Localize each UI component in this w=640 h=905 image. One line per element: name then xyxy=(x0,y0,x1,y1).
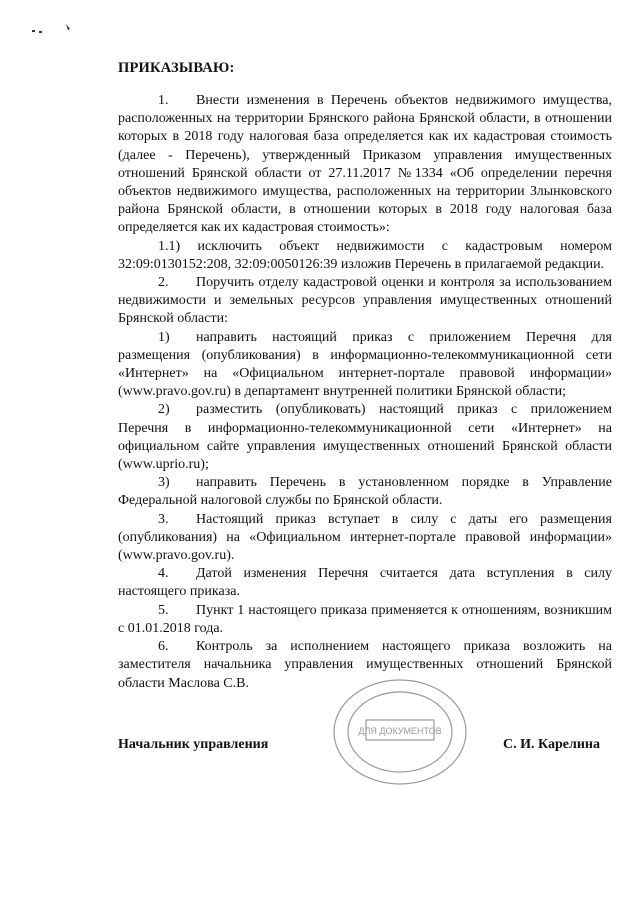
item-number: 3. xyxy=(158,511,169,527)
scan-specks xyxy=(30,22,80,42)
order-subitem-2 xyxy=(118,401,612,474)
order-item-2 xyxy=(118,274,612,329)
order-item-1-1 xyxy=(118,238,612,274)
item-text: направить Перечень в установленном порядке в Управление Федеральной налоговой службы по Брянской области. xyxy=(118,475,612,509)
order-subitem-1 xyxy=(118,329,612,402)
item-number: 2) xyxy=(158,402,170,418)
item-text: Контроль за исполнением настоящего приказа возложить на заместителя начальника управления имущественных отношений Брянской области Маслова С.В. xyxy=(118,639,612,691)
signature-block xyxy=(118,737,600,753)
item-number: 4. xyxy=(158,566,169,582)
order-item-3 xyxy=(118,511,612,566)
item-text: Поручить отделу кадастровой оценки и контроля за использованием недвижимости и земельных ресурсов управления имущественных отношений Брянской области: xyxy=(118,275,612,327)
item-text: Внести изменения в Перечень объектов недвижимого имущества, расположенных на территории Брянского района Брянской области, в отношении которых в 2018 году налоговая база определяется как их кадастровая стоимость (далее - Перечень), утвержденный Приказом управления имущественных отношений Брянской области от 27.11.2017 №1334 «Об определении перечня объектов недвижимого имущества, расположенных на территории Злынковского района Брянской области, в отношении которых в 2018 году налоговая база определяется как их кадастровая стоимость»: xyxy=(118,93,612,236)
item-text: Пункт 1 настоящего приказа применяется к отношениям, возникшим с 01.01.2018 года. xyxy=(118,602,612,636)
item-number: 6. xyxy=(158,639,169,655)
signatory-name: С. И. Карелина xyxy=(503,737,600,752)
item-text: Настоящий приказ вступает в силу с даты его размещения (опубликования) на «Официальном интернет-портале правовой информации» (www.pravo.gov.ru). xyxy=(118,511,612,564)
item-text: 1.1) исключить объект недвижимости с кадастровым номером 32:09:0130152:208, 32:09:0050126:39 изложив Перечень в прилагаемой редакции. xyxy=(118,238,612,272)
order-item-4 xyxy=(118,565,612,601)
order-body xyxy=(118,92,612,693)
item-number: 2. xyxy=(158,275,169,291)
order-heading: ПРИКАЗЫВАЮ: xyxy=(118,60,235,76)
order-item-5 xyxy=(118,602,612,638)
item-number: 1) xyxy=(158,329,170,345)
item-text: разместить (опубликовать) настоящий приказ с приложением Перечня в информационно-телекоммуникационной сети «Интернет» на официальном сайте управления имущественных отношений Брянской области (www.uprio.ru); xyxy=(118,402,612,473)
item-number: 5. xyxy=(158,602,169,618)
official-stamp xyxy=(330,676,470,788)
signatory-position: Начальник управления xyxy=(118,737,269,752)
item-text: Датой изменения Перечня считается дата вступления в силу настоящего приказа. xyxy=(118,566,612,600)
order-item-1 xyxy=(118,92,612,238)
stamp-text: ДЛЯ ДОКУМЕНТОВ xyxy=(358,726,442,736)
item-number: 1. xyxy=(158,93,169,108)
order-subitem-3 xyxy=(118,474,612,510)
item-text: направить настоящий приказ с приложением Перечня для размещения (опубликования) в информационно-телекоммуникационной сети «Интернет» на «Официальном интернет-портале правовой информации» (www.pravo.gov.ru) в департамент внутренней политики Брянской области; xyxy=(118,329,612,400)
item-number: 3) xyxy=(158,475,170,491)
